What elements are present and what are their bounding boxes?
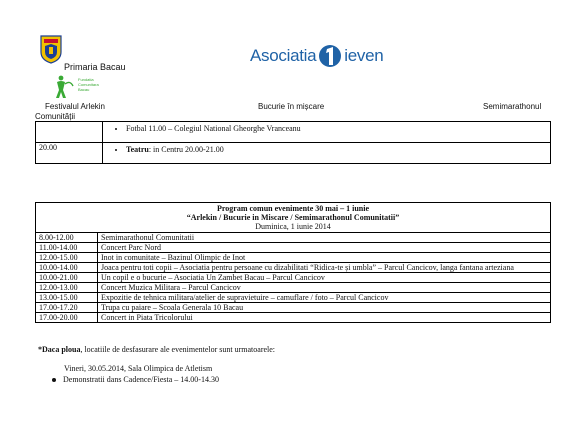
table-row (36, 122, 551, 143)
program-event: Un copil e o bucurie – Asociatia Un Zambet Bacau – Parcul Cancicov (98, 273, 551, 283)
program-time: 10.00-14.00 (36, 263, 98, 273)
table-row (36, 143, 551, 164)
fundatia-line-1: Fundatia (78, 77, 94, 82)
program-time: 17.00-20.00 (36, 313, 98, 323)
asociatia-text: Asociatia (250, 46, 317, 65)
program-subtitle: “Arlekin / Bucurie in Miscare / Semimarathonul Comunitatii” (186, 213, 400, 222)
fundatia-logo-icon (54, 74, 102, 100)
demo-text: Demonstratii dans Cadence/Fiesta – 14.00-14.30 (63, 375, 219, 384)
vineri-line: Vineri, 30.05.2014, Sala Olimpica de Atletism (64, 364, 213, 373)
program-time: 12.00-15.00 (36, 253, 98, 263)
table-row (36, 253, 551, 263)
fundatia-line-2: Comunitara (78, 82, 99, 87)
table-row (36, 283, 551, 293)
tiven-text: ieven (344, 46, 384, 65)
header-bucurie: Bucurie în mișcare (258, 102, 325, 111)
table-row (36, 303, 551, 313)
rain-note-text: , locatiile de desfasurare ale evenimentelor sunt urmatoarele: (80, 345, 276, 354)
table-row (36, 293, 551, 303)
program-event: Concert Parc Nord (98, 243, 551, 253)
schedule-table-top (35, 121, 551, 164)
program-event: Expozitie de tehnica militara/atelier de supravietuire – camuflare / foto – Parcul Cancicov (98, 293, 551, 303)
table-cell-time (36, 122, 103, 143)
table-row (36, 273, 551, 283)
program-event: Concert in Piata Tricolorului (98, 313, 551, 323)
program-event: Semimarathonul Comunitatii (98, 233, 551, 243)
primaria-label: Primaria Bacau (64, 62, 126, 72)
program-event: Joaca pentru toti copii – Asociatia pentru persoane cu dizabilitati “Ridica-te și umbla” – Parcul Cancicov, langa fantana arteziana (98, 263, 551, 273)
teatru-bold: Teatru (126, 145, 149, 154)
program-event: Inot in comunitate – Bazinul Olimpic de Inot (98, 253, 551, 263)
crest-icon (40, 34, 62, 64)
program-header-row (36, 203, 551, 233)
program-time: 13.00-15.00 (36, 293, 98, 303)
rain-note (38, 345, 275, 354)
program-event: Concert Muzica Militara – Parcul Cancicov (98, 283, 551, 293)
program-title: Program comun evenimente 30 mai – 1 iunie (216, 204, 370, 213)
bullet-icon (52, 378, 56, 382)
table-row (36, 233, 551, 243)
program-header (36, 203, 551, 233)
rain-note-bold: *Daca ploua (38, 345, 81, 354)
program-time: 17.00-17.20 (36, 303, 98, 313)
teatru-rest: : in Centru 20.00-21.00 (148, 145, 224, 154)
header-semimarathon: Semimarathonul (483, 102, 542, 111)
table-row (36, 243, 551, 253)
program-time: 8.00-12.00 (36, 233, 98, 243)
program-date: Duminica, 1 iunie 2014 (255, 222, 331, 231)
table-cell-event (103, 143, 551, 164)
list-item: • Fotbal 11.00 – Colegiul National Gheorghe Vranceanu (126, 124, 547, 133)
table-row (36, 263, 551, 273)
header-festival-line-1: Festivalul Arlekin (44, 102, 106, 111)
program-time: 11.00-14.00 (36, 243, 98, 253)
demo-line (52, 375, 219, 384)
list-item (126, 145, 547, 154)
program-event: Trupa cu paiare – Scoala Generala 10 Bacau (98, 303, 551, 313)
table-cell-time: 20.00 (36, 143, 103, 164)
asociatia-logo (250, 42, 383, 70)
program-time: 10.00-21.00 (36, 273, 98, 283)
header-festival (35, 102, 115, 122)
table-cell-event (103, 122, 551, 143)
fundatia-line-3: Bacau (78, 87, 90, 92)
table-row (36, 313, 551, 323)
program-body (36, 233, 551, 323)
program-time: 12.00-13.00 (36, 283, 98, 293)
asociatia-logo-icon (318, 42, 342, 70)
program-table (35, 202, 551, 323)
header-festival-line-2: Comunității (35, 112, 76, 121)
